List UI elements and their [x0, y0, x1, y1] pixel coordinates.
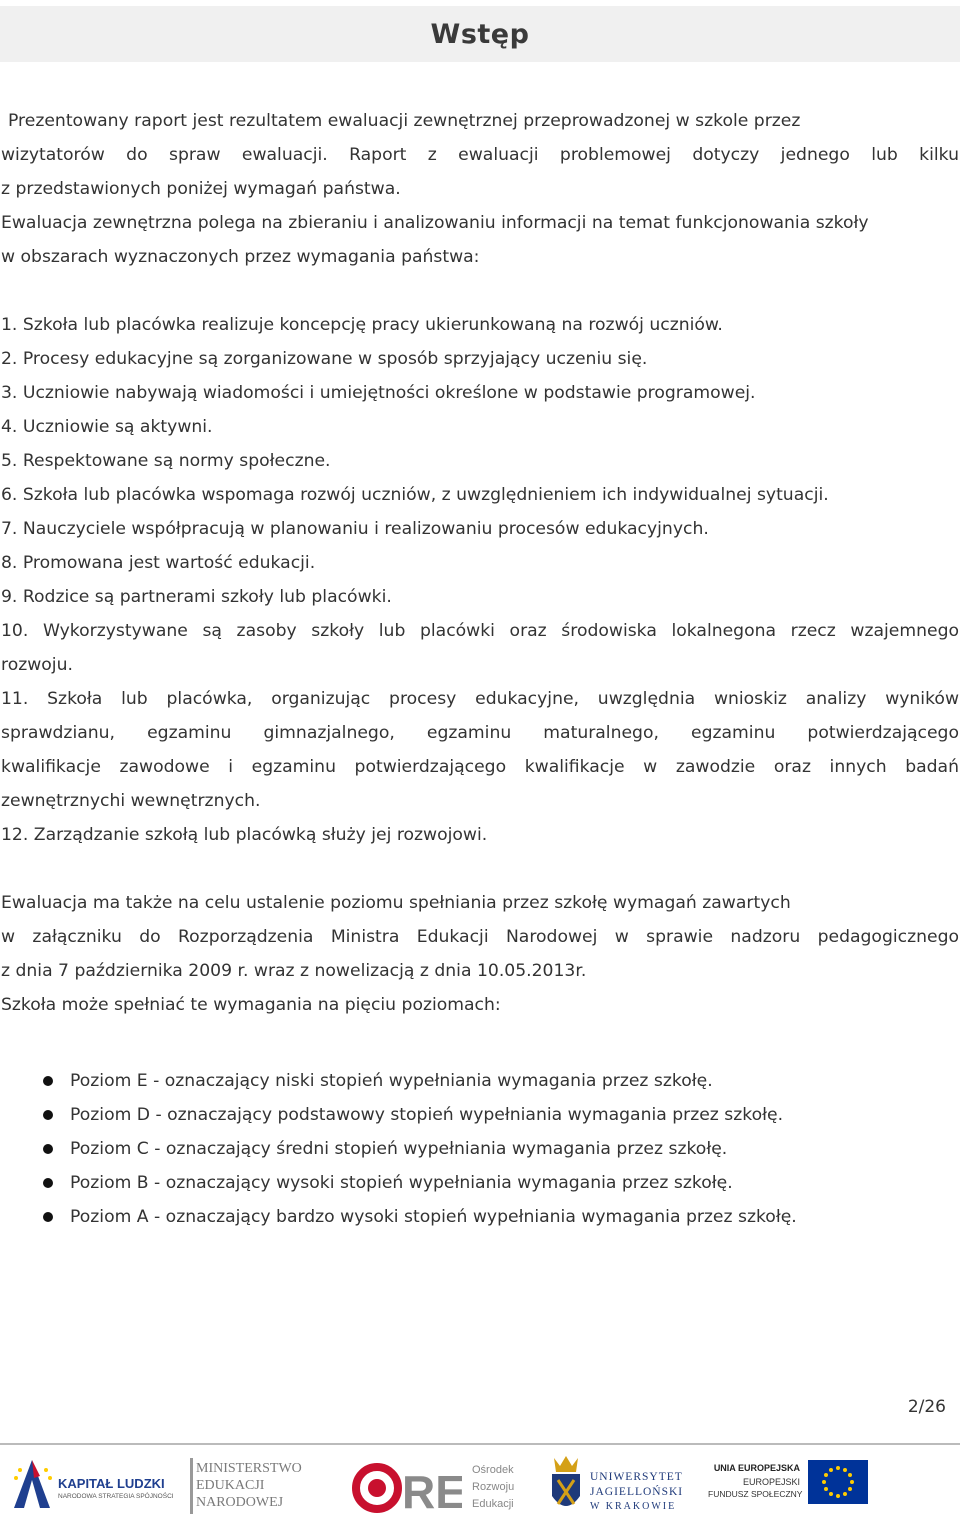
svg-text:RE: RE — [402, 1466, 462, 1518]
ore-logo — [352, 1458, 527, 1520]
intro-line: w obszarach wyznaczonych przez wymagania państwa: — [1, 247, 480, 267]
page-title: Wstęp — [430, 18, 530, 50]
requirement-item: 5. Respektowane są normy społeczne. — [1, 451, 331, 471]
page-number: 2/26 — [907, 1397, 946, 1417]
list-item — [1, 1132, 959, 1166]
list-item — [1, 1098, 959, 1132]
requirement-item: zewnętrznychi wewnętrznych. — [1, 791, 261, 811]
requirement-item: 8. Promowana jest wartość edukacji. — [1, 553, 316, 573]
kapital-ludzki-emblem-icon — [10, 1456, 54, 1512]
eu-logo — [708, 1460, 953, 1516]
title-bar — [0, 6, 960, 62]
list-item — [1, 1064, 959, 1098]
intro-line: Prezentowany raport jest rezultatem ewaluacji zewnętrznej przeprowadzonej w szkole przez — [8, 111, 801, 131]
uj-line: UNIWERSYTET — [590, 1471, 683, 1483]
goal-line: Szkoła może spełniać te wymagania na pięciu poziomach: — [1, 995, 501, 1015]
footer-divider — [0, 1443, 960, 1445]
eu-line: UNIA EUROPEJSKA — [713, 1463, 800, 1473]
bullet-icon — [43, 1178, 53, 1188]
goal-line: w załączniku do Rozporządzenia Ministra Edukacji Narodowej w sprawie nadzoru pedagogicznego — [1, 927, 959, 947]
intro-line: Ewaluacja zewnętrzna polega na zbieraniu i analizowaniu informacji na temat funkcjonowania szkoły — [1, 213, 869, 233]
level-text: Poziom B - oznaczający wysoki stopień wypełniania wymagania przez szkołę. — [70, 1173, 733, 1193]
list-item — [1, 1166, 959, 1200]
requirement-item: 9. Rodzice są partnerami szkoły lub placówki. — [1, 587, 392, 607]
men-bar — [190, 1458, 193, 1514]
requirement-item: 11. Szkoła lub placówka, organizując procesy edukacyjne, uwzględnia wnioskiz analizy wyników — [1, 689, 959, 709]
requirement-item: kwalifikacje zawodowe i egzaminu potwierdzającego kwalifikacje w zawodzie oraz innych badań — [1, 757, 959, 777]
uj-line: JAGIELLOŃSKI — [590, 1486, 684, 1498]
requirement-item: rozwoju. — [1, 655, 73, 675]
requirement-item: 4. Uczniowie są aktywni. — [1, 417, 213, 437]
kapital-ludzki-title: KAPITAŁ LUDZKI — [58, 1476, 165, 1491]
ore-line: Edukacji — [472, 1498, 514, 1510]
kapital-ludzki-subtitle: NARODOWA STRATEGIA SPÓJNOŚCI — [58, 1493, 174, 1500]
bullet-icon — [43, 1144, 53, 1154]
requirement-item: 2. Procesy edukacyjne są zorganizowane w sposób sprzyjający uczeniu się. — [1, 349, 648, 369]
eu-line: FUNDUSZ SPOŁECZNY — [708, 1489, 803, 1499]
ore-line: Rozwoju — [472, 1481, 515, 1493]
men-line: NARODOWEJ — [196, 1495, 284, 1510]
spacer — [1, 274, 959, 308]
men-logo — [190, 1458, 315, 1518]
eu-flag-icon — [808, 1460, 868, 1504]
level-text: Poziom E - oznaczający niski stopień wypełniania wymagania przez szkołę. — [70, 1071, 713, 1091]
requirement-item: sprawdzianu, egzaminu gimnazjalnego, egzaminu maturalnego, egzaminu potwierdzającego — [1, 723, 959, 743]
eu-line: EUROPEJSKI — [742, 1477, 800, 1487]
uj-logo — [548, 1454, 693, 1522]
bullet-icon — [43, 1076, 53, 1086]
requirement-item: 6. Szkoła lub placówka wspomaga rozwój uczniów, z uwzględnieniem ich indywidualnej sytuacji. — [1, 485, 829, 505]
men-line: MINISTERSTWO — [196, 1461, 302, 1476]
level-text: Poziom C - oznaczający średni stopień wypełniania wymagania przez szkołę. — [70, 1139, 728, 1159]
level-text: Poziom A - oznaczający bardzo wysoki stopień wypełniania wymagania przez szkołę. — [70, 1207, 797, 1227]
spacer — [1, 1022, 959, 1064]
goal-line: Ewaluacja ma także na celu ustalenie poziomu spełniania przez szkołę wymagań zawartych — [1, 893, 791, 913]
requirement-item: 3. Uczniowie nabywają wiadomości i umiejętności określone w podstawie programowej. — [1, 383, 756, 403]
intro-line: wizytatorów do spraw ewaluacji. Raport z ewaluacji problemowej dotyczy jednego lub kilku — [1, 145, 959, 165]
intro-line: z przedstawionych poniżej wymagań państwa. — [1, 179, 401, 199]
uj-crest-icon — [548, 1454, 584, 1518]
levels-list — [1, 1064, 959, 1234]
men-line: EDUKACJI — [196, 1478, 265, 1493]
ore-line: Ośrodek — [472, 1464, 514, 1476]
requirement-item: 7. Nauczyciele współpracują w planowaniu i realizowaniu procesów edukacyjnych. — [1, 519, 709, 539]
document-body — [1, 104, 959, 1234]
uj-line: W KRAKOWIE — [590, 1501, 677, 1512]
bullet-icon — [43, 1212, 53, 1222]
goal-line: z dnia 7 października 2009 r. wraz z nowelizacją z dnia 10.05.2013r. — [1, 961, 587, 981]
requirement-item: 10. Wykorzystywane są zasoby szkoły lub placówki oraz środowiska lokalnegona rzecz wzajemnego — [1, 621, 959, 641]
level-text: Poziom D - oznaczający podstawowy stopień wypełniania wymagania przez szkołę. — [70, 1105, 784, 1125]
requirement-item: 1. Szkoła lub placówka realizuje koncepcję pracy ukierunkowaną na rozwój uczniów. — [1, 315, 723, 335]
requirement-item: 12. Zarządzanie szkołą lub placówką służy jej rozwojowi. — [1, 825, 488, 845]
ore-wordmark-icon — [352, 1458, 462, 1518]
footer-logos — [0, 1448, 960, 1532]
spacer — [1, 852, 959, 886]
bullet-icon — [43, 1110, 53, 1120]
list-item — [1, 1200, 959, 1234]
kapital-ludzki-logo — [10, 1456, 174, 1516]
